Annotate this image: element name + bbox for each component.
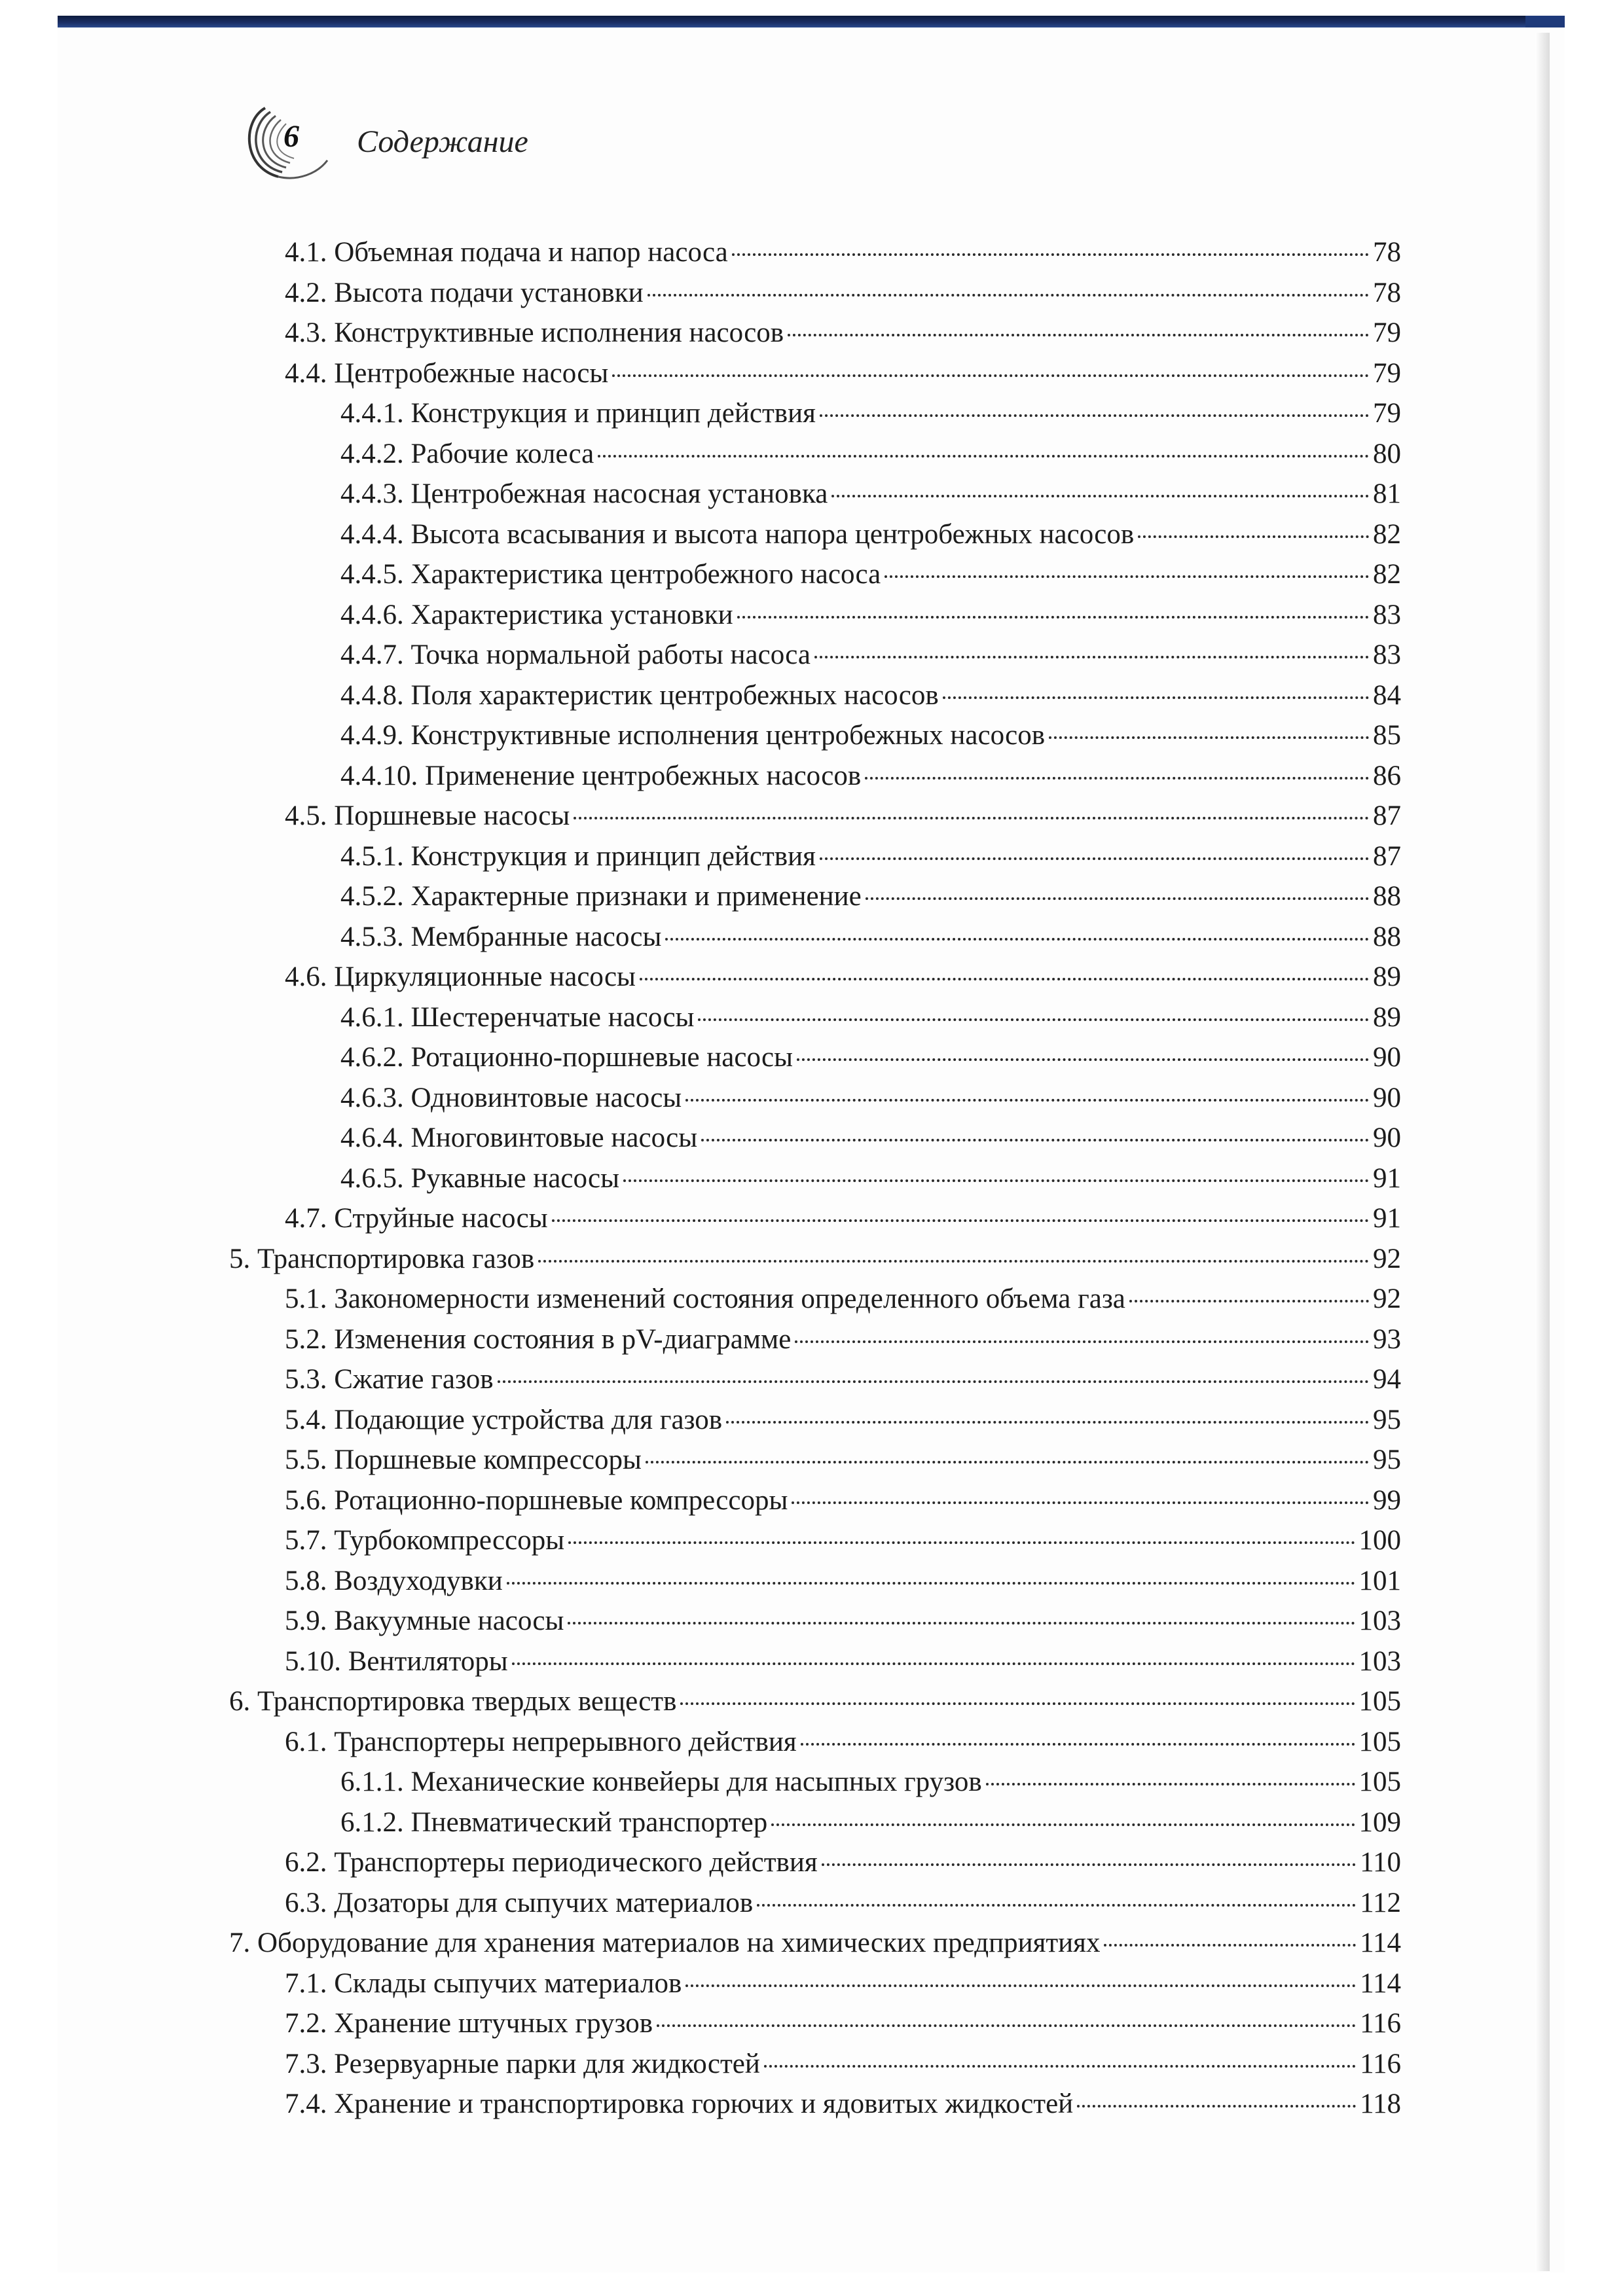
toc-entry-page: 87 bbox=[1373, 800, 1401, 831]
toc-entry-page: 85 bbox=[1373, 720, 1401, 751]
toc-entry-page: 79 bbox=[1373, 317, 1401, 348]
toc-dot-leader bbox=[665, 938, 1369, 941]
toc-entry-page: 90 bbox=[1373, 1122, 1401, 1153]
toc-entry[interactable] bbox=[229, 273, 1401, 314]
toc-dot-leader bbox=[701, 1139, 1369, 1141]
toc-entry-page: 99 bbox=[1373, 1484, 1401, 1516]
toc-entry-page: 103 bbox=[1359, 1605, 1401, 1636]
toc-entry-title: 4.6.4. Многовинтовые насосы bbox=[340, 1122, 698, 1153]
toc-entry-title: 4.4.10. Применение центробежных насосов bbox=[340, 760, 862, 791]
toc-entry[interactable] bbox=[229, 997, 1401, 1038]
toc-dot-leader bbox=[801, 1743, 1355, 1746]
toc-entry[interactable] bbox=[229, 1037, 1401, 1078]
toc-entry[interactable] bbox=[229, 1319, 1401, 1360]
toc-entry-title: 4.5.1. Конструкция и принцип действия bbox=[340, 840, 816, 872]
toc-entry-title: 6.1.1. Механические конвейеры для насыпных грузов bbox=[340, 1767, 982, 1797]
toc-entry[interactable] bbox=[229, 2084, 1401, 2125]
toc-dot-leader bbox=[788, 334, 1369, 336]
toc-entry[interactable] bbox=[229, 1480, 1401, 1521]
toc-dot-leader bbox=[646, 1461, 1369, 1463]
toc-entry-page: 94 bbox=[1373, 1364, 1401, 1395]
toc-entry-title: 4.4.6. Характеристика установки bbox=[340, 599, 733, 630]
toc-entry-title: 7.3. Резервуарные парки для жидкостей bbox=[285, 2048, 760, 2079]
toc-entry-title: 4.5.2. Характерные признаки и применение bbox=[340, 881, 862, 912]
toc-entry-page: 80 bbox=[1373, 438, 1401, 469]
toc-entry[interactable] bbox=[229, 796, 1401, 836]
toc-dot-leader bbox=[831, 495, 1369, 497]
toc-dot-leader bbox=[795, 1340, 1369, 1343]
toc-entry-page: 114 bbox=[1360, 1967, 1401, 1999]
toc-entry-title: 6.1.2. Пневматический транспортер bbox=[340, 1806, 768, 1838]
toc-entry-page: 110 bbox=[1360, 1847, 1401, 1878]
toc-entry-title: 4.6. Циркуляционные насосы bbox=[285, 961, 636, 992]
toc-entry-title: 6. Транспортировка твердых веществ bbox=[229, 1686, 677, 1717]
toc-entry-page: 89 bbox=[1373, 961, 1401, 992]
toc-entry-page: 78 bbox=[1373, 277, 1401, 308]
page-number: 6 bbox=[283, 119, 299, 154]
toc-dot-leader bbox=[507, 1582, 1355, 1585]
toc-entry-title: 7.4. Хранение и транспортировка горючих и ядовитых жидкостей bbox=[285, 2089, 1074, 2119]
toc-dot-leader bbox=[771, 1823, 1355, 1826]
toc-entry[interactable] bbox=[229, 1923, 1401, 1964]
toc-entry-title: 5.1. Закономерности изменений состояния определенного объема газа bbox=[285, 1283, 1125, 1314]
toc-entry[interactable] bbox=[229, 2044, 1401, 2085]
toc-dot-leader bbox=[1104, 1944, 1356, 1946]
toc-entry-title: 4.4.1. Конструкция и принцип действия bbox=[340, 398, 816, 429]
toc-entry-title: 4.6.2. Ротационно-поршневые насосы bbox=[340, 1042, 793, 1073]
toc-entry-title: 4.3. Конструктивные исполнения насосов bbox=[285, 317, 784, 348]
toc-entry[interactable] bbox=[229, 1359, 1401, 1400]
toc-dot-leader bbox=[538, 1260, 1369, 1263]
toc-dot-leader bbox=[732, 253, 1369, 256]
toc-entry[interactable] bbox=[229, 1561, 1401, 1602]
toc-entry-page: 116 bbox=[1360, 2008, 1401, 2039]
toc-entry-page: 101 bbox=[1359, 1565, 1401, 1596]
toc-entry[interactable] bbox=[229, 353, 1401, 394]
toc-dot-leader bbox=[640, 978, 1369, 980]
toc-dot-leader bbox=[797, 1058, 1369, 1061]
toc-entry-page: 105 bbox=[1359, 1726, 1401, 1757]
toc-entry-title: 4.6.1. Шестеренчатые насосы bbox=[340, 1001, 695, 1033]
toc-entry-page: 105 bbox=[1359, 1686, 1401, 1717]
toc-entry[interactable] bbox=[229, 1842, 1401, 1883]
page-number-badge bbox=[239, 95, 337, 193]
toc-entry[interactable] bbox=[229, 313, 1401, 353]
toc-dot-leader bbox=[1129, 1300, 1369, 1302]
toc-entry-page: 83 bbox=[1373, 639, 1401, 670]
toc-entry[interactable] bbox=[229, 434, 1401, 475]
toc-entry-title: 5.9. Вакуумные насосы bbox=[285, 1605, 564, 1636]
toc-entry[interactable] bbox=[229, 2003, 1401, 2044]
toc-entry[interactable] bbox=[229, 635, 1401, 675]
top-color-band bbox=[58, 16, 1565, 27]
toc-dot-leader bbox=[943, 696, 1369, 699]
toc-entry[interactable] bbox=[229, 1118, 1401, 1158]
toc-dot-leader bbox=[1077, 2105, 1356, 2108]
toc-entry[interactable] bbox=[229, 1641, 1401, 1682]
toc-entry-page: 92 bbox=[1373, 1283, 1401, 1314]
toc-entry-title: 4.4.7. Точка нормальной работы насоса bbox=[340, 639, 811, 670]
toc-entry-title: 7.2. Хранение штучных грузов bbox=[285, 2008, 653, 2039]
toc-entry-title: 4.4.8. Поля характеристик центробежных насосов bbox=[340, 679, 939, 711]
toc-dot-leader bbox=[792, 1501, 1369, 1504]
toc-entry-title: 4.4.5. Характеристика центробежного насоса bbox=[340, 559, 881, 590]
table-of-contents bbox=[229, 232, 1401, 2125]
toc-entry-page: 90 bbox=[1373, 1082, 1401, 1113]
toc-entry-page: 91 bbox=[1373, 1203, 1401, 1234]
toc-entry-title: 4.4.4. Высота всасывания и высота напора центробежных насосов bbox=[340, 518, 1135, 550]
toc-entry[interactable] bbox=[229, 1803, 1401, 1843]
toc-entry-title: 4.4.9. Конструктивные исполнения центробежных насосов bbox=[340, 720, 1046, 751]
toc-dot-leader bbox=[612, 374, 1369, 377]
page-header bbox=[239, 92, 528, 196]
toc-entry[interactable] bbox=[229, 957, 1401, 997]
toc-dot-leader bbox=[986, 1783, 1355, 1785]
toc-entry[interactable] bbox=[229, 836, 1401, 877]
toc-entry-page: 91 bbox=[1373, 1162, 1401, 1194]
toc-entry-page: 95 bbox=[1373, 1404, 1401, 1435]
toc-entry[interactable] bbox=[229, 1681, 1401, 1722]
toc-entry[interactable] bbox=[229, 1158, 1401, 1199]
toc-entry-title: 4.2. Высота подачи установки bbox=[285, 277, 644, 308]
toc-entry-title: 4.7. Струйные насосы bbox=[285, 1203, 548, 1234]
toc-dot-leader bbox=[568, 1622, 1355, 1624]
toc-entry-page: 82 bbox=[1373, 518, 1401, 550]
toc-entry[interactable] bbox=[229, 1440, 1401, 1480]
toc-entry-page: 90 bbox=[1373, 1042, 1401, 1073]
running-title: Содержание bbox=[357, 124, 528, 159]
toc-entry-page: 81 bbox=[1373, 478, 1401, 509]
toc-entry-title: 4.5.3. Мембранные насосы bbox=[340, 921, 662, 952]
toc-dot-leader bbox=[568, 1541, 1355, 1544]
toc-entry-page: 109 bbox=[1359, 1806, 1401, 1838]
toc-entry-page: 86 bbox=[1373, 760, 1401, 791]
toc-entry-page: 79 bbox=[1373, 398, 1401, 429]
toc-entry-title: 5.4. Подающие устройства для газов bbox=[285, 1404, 723, 1435]
page-edge-shadow bbox=[1535, 33, 1550, 2271]
toc-entry[interactable] bbox=[229, 1722, 1401, 1763]
toc-dot-leader bbox=[1138, 535, 1369, 538]
toc-entry-page: 84 bbox=[1373, 679, 1401, 711]
toc-entry-page: 92 bbox=[1373, 1243, 1401, 1274]
toc-entry-title: 6.2. Транспортеры периодического действия bbox=[285, 1847, 818, 1878]
toc-entry[interactable] bbox=[229, 1078, 1401, 1119]
toc-entry-title: 5.2. Изменения состояния в pV-диаграмме bbox=[285, 1323, 792, 1355]
toc-entry[interactable] bbox=[229, 232, 1401, 273]
toc-entry[interactable] bbox=[229, 1198, 1401, 1239]
toc-entry-title: 4.5. Поршневые насосы bbox=[285, 800, 570, 831]
toc-entry-title: 5.6. Ротационно-поршневые компрессоры bbox=[285, 1484, 788, 1516]
toc-dot-leader bbox=[866, 897, 1369, 900]
toc-entry[interactable] bbox=[229, 514, 1401, 555]
toc-entry-page: 105 bbox=[1359, 1767, 1401, 1797]
toc-entry-title: 7. Оборудование для хранения материалов на химических предприятиях bbox=[229, 1928, 1101, 1958]
toc-entry[interactable] bbox=[229, 1239, 1401, 1280]
toc-entry-title: 6.1. Транспортеры непрерывного действия bbox=[285, 1726, 797, 1757]
toc-entry-title: 5.8. Воздуходувки bbox=[285, 1565, 503, 1596]
toc-entry-title: 7.1. Склады сыпучих материалов bbox=[285, 1967, 682, 1999]
toc-dot-leader bbox=[685, 1099, 1369, 1102]
toc-dot-leader bbox=[884, 575, 1369, 578]
toc-entry-page: 103 bbox=[1359, 1645, 1401, 1677]
toc-entry-title: 4.1. Объемная подача и напор насоса bbox=[285, 237, 728, 268]
toc-entry-page: 88 bbox=[1373, 881, 1401, 912]
toc-dot-leader bbox=[764, 2065, 1356, 2068]
toc-entry[interactable] bbox=[229, 1883, 1401, 1924]
toc-dot-leader bbox=[574, 817, 1369, 819]
toc-entry-title: 5.5. Поршневые компрессоры bbox=[285, 1444, 642, 1475]
toc-entry-title: 5.3. Сжатие газов bbox=[285, 1364, 494, 1395]
toc-dot-leader bbox=[1049, 736, 1369, 739]
toc-entry-page: 87 bbox=[1373, 840, 1401, 872]
toc-entry-title: 4.6.5. Рукавные насосы bbox=[340, 1162, 620, 1194]
toc-dot-leader bbox=[726, 1421, 1369, 1424]
toc-dot-leader bbox=[657, 2024, 1356, 2027]
toc-entry-page: 89 bbox=[1373, 1001, 1401, 1033]
toc-entry-page: 112 bbox=[1360, 1887, 1401, 1918]
toc-entry[interactable] bbox=[229, 1400, 1401, 1441]
toc-entry-title: 5. Транспортировка газов bbox=[229, 1243, 535, 1274]
toc-dot-leader bbox=[647, 294, 1369, 296]
toc-entry[interactable] bbox=[229, 675, 1401, 716]
toc-entry[interactable] bbox=[229, 876, 1401, 917]
toc-entry[interactable] bbox=[229, 1964, 1401, 2004]
toc-dot-leader bbox=[598, 455, 1369, 457]
toc-dot-leader bbox=[685, 1984, 1356, 1987]
toc-entry-page: 100 bbox=[1359, 1525, 1401, 1556]
toc-dot-leader bbox=[552, 1219, 1369, 1222]
toc-dot-leader bbox=[820, 857, 1369, 860]
toc-dot-leader bbox=[757, 1904, 1356, 1907]
toc-entry-page: 79 bbox=[1373, 357, 1401, 389]
toc-entry[interactable] bbox=[229, 554, 1401, 595]
toc-entry-title: 4.4.3. Центробежная насосная установка bbox=[340, 478, 828, 509]
toc-entry[interactable] bbox=[229, 1520, 1401, 1561]
toc-entry[interactable] bbox=[229, 595, 1401, 636]
toc-dot-leader bbox=[680, 1702, 1355, 1705]
toc-entry[interactable] bbox=[229, 756, 1401, 797]
toc-entry-page: 116 bbox=[1360, 2048, 1401, 2079]
toc-dot-leader bbox=[822, 1863, 1356, 1866]
toc-entry[interactable] bbox=[229, 1601, 1401, 1641]
toc-entry-page: 83 bbox=[1373, 599, 1401, 630]
toc-entry-title: 6.3. Дозаторы для сыпучих материалов bbox=[285, 1887, 754, 1918]
toc-dot-leader bbox=[737, 616, 1369, 619]
toc-entry[interactable] bbox=[229, 917, 1401, 958]
toc-dot-leader bbox=[820, 414, 1369, 417]
toc-entry[interactable] bbox=[229, 715, 1401, 756]
toc-entry-page: 118 bbox=[1360, 2089, 1401, 2119]
toc-entry-page: 95 bbox=[1373, 1444, 1401, 1475]
toc-entry-title: 5.7. Турбокомпрессоры bbox=[285, 1525, 565, 1556]
toc-entry-title: 4.6.3. Одновинтовые насосы bbox=[340, 1082, 682, 1113]
toc-entry[interactable] bbox=[229, 1762, 1401, 1803]
toc-entry-title: 4.4. Центробежные насосы bbox=[285, 357, 609, 389]
toc-entry-page: 78 bbox=[1373, 237, 1401, 268]
toc-dot-leader bbox=[498, 1380, 1369, 1383]
toc-dot-leader bbox=[698, 1018, 1369, 1021]
toc-dot-leader bbox=[865, 777, 1369, 780]
toc-entry[interactable] bbox=[229, 474, 1401, 514]
toc-entry[interactable] bbox=[229, 1279, 1401, 1319]
toc-entry[interactable] bbox=[229, 393, 1401, 434]
toc-entry-page: 114 bbox=[1360, 1928, 1401, 1958]
toc-entry-title: 4.4.2. Рабочие колеса bbox=[340, 438, 594, 469]
toc-entry-page: 93 bbox=[1373, 1323, 1401, 1355]
toc-entry-page: 88 bbox=[1373, 921, 1401, 952]
toc-dot-leader bbox=[814, 656, 1369, 658]
toc-dot-leader bbox=[512, 1662, 1355, 1665]
toc-dot-leader bbox=[623, 1179, 1369, 1182]
toc-entry-page: 82 bbox=[1373, 559, 1401, 590]
toc-entry-title: 5.10. Вентиляторы bbox=[285, 1645, 508, 1677]
